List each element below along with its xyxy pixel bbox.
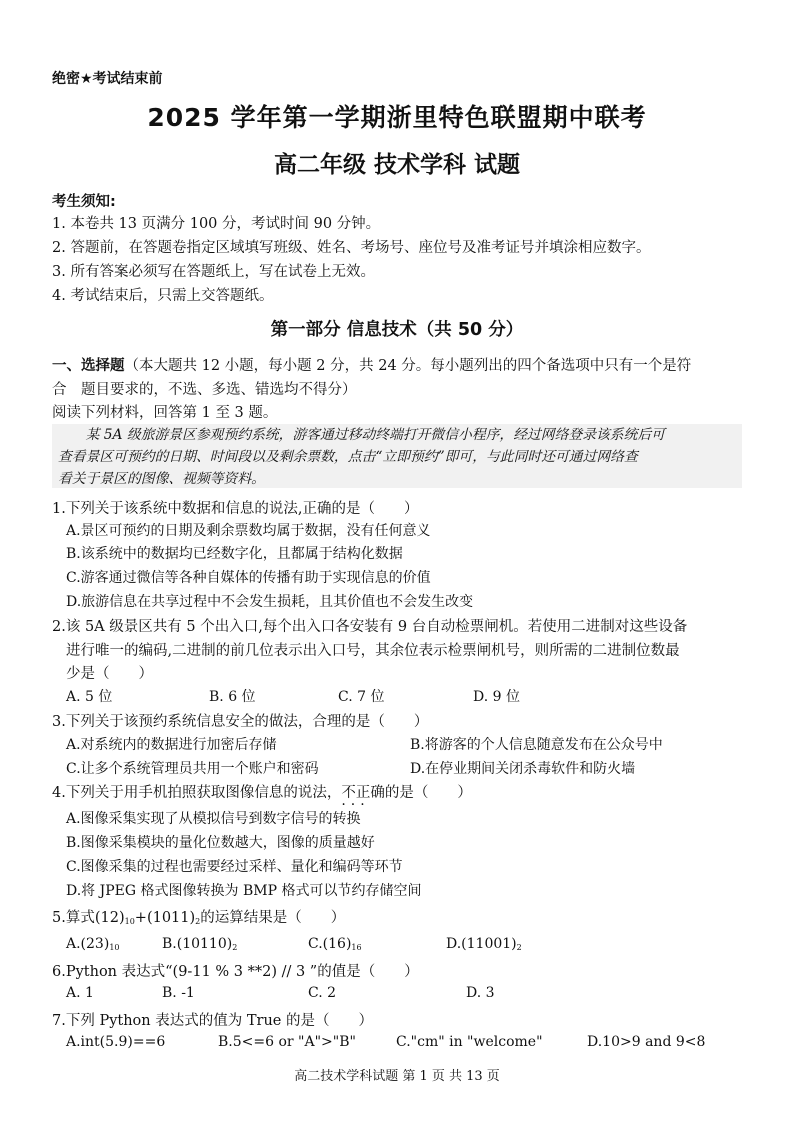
question-5-stem xyxy=(52,906,345,927)
question-4-option-a: A.图像采集实现了从模拟信号到数字信号的转换 xyxy=(66,811,361,827)
section-label: 一、选择题 xyxy=(52,358,125,374)
notice-item: 3. 所有答案必须写在答题纸上，写在试卷上无效。 xyxy=(52,264,375,280)
question-1-option-b: B.该系统中的数据均已经数字化，且都属于结构化数据 xyxy=(66,546,403,562)
reading-material xyxy=(52,424,742,488)
question-3-stem: 3.下列关于该预约系统信息安全的做法，合理的是（ ） xyxy=(52,714,429,730)
section-desc-cont: 合 题目要求的，不选、多选、错选均不得分） xyxy=(52,382,357,398)
question-3-option-c: C.让多个系统管理员共用一个账户和密码 xyxy=(66,761,319,777)
question-2-option-d: D. 9 位 xyxy=(473,689,520,705)
question-6-option-b: B. -1 xyxy=(162,985,195,1001)
question-4-option-b: B.图像采集模块的量化位数越大，图像的质量越好 xyxy=(66,835,375,851)
question-1-stem: 1.下列关于该系统中数据和信息的说法,正确的是（ ） xyxy=(52,501,419,517)
question-1-option-c: C.游客通过微信等各种自媒体的传播有助于实现信息的价值 xyxy=(66,570,431,586)
material-line: 查看景区可预约的日期、时间段以及剩余票数，点击“立即预约”即可，与此同时还可通过网络查 xyxy=(58,449,638,465)
section-desc: （本大题共 12 小题，每小题 2 分，共 24 分。每小题列出的四个备选项中只有一个是符 xyxy=(124,358,692,374)
base-subscript: 2 xyxy=(232,943,238,952)
question-2-option-c: C. 7 位 xyxy=(338,689,385,705)
question-1-option-d: D.旅游信息在共享过程中不会发生损耗，且其价值也不会发生改变 xyxy=(66,594,474,610)
question-6-option-c: C. 2 xyxy=(308,985,337,1001)
question-3-option-a: A.对系统内的数据进行加密后存储 xyxy=(66,737,277,753)
question-7-option-b: B.5<=6 or "A">"B" xyxy=(218,1034,356,1050)
question-5-option-b xyxy=(162,936,237,952)
question-6-option-d: D. 3 xyxy=(466,985,495,1001)
option-text: D.(11001) xyxy=(446,936,517,952)
stem-part: 5.算式(12) xyxy=(52,910,125,926)
base-subscript: 2 xyxy=(195,917,201,926)
question-2-option-a: A. 5 位 xyxy=(66,689,113,705)
part-title: 第一部分 信息技术（共 50 分） xyxy=(270,320,524,340)
question-7-stem: 7.下列 Python 表达式的值为 True 的是（ ） xyxy=(52,1013,373,1029)
question-2-stem: 2.该 5A 级景区共有 5 个出入口,每个出入口各安装有 9 台自动检票闸机。若使用二进制对这些设备 xyxy=(52,619,688,635)
notice-item: 2. 答题前，在答题卷指定区域填写班级、姓名、考场号、座位号及准考证号并填涂相应数字。 xyxy=(52,240,651,256)
question-3-option-b: B.将游客的个人信息随意发布在公众号中 xyxy=(410,737,663,753)
question-7-option-c: C."cm" in "welcome" xyxy=(396,1034,543,1050)
question-2-stem: 少是（ ） xyxy=(66,666,153,682)
question-2-option-b: B. 6 位 xyxy=(209,689,256,705)
stem-part: +(1011) xyxy=(134,910,196,926)
question-1-option-a: A.景区可预约的日期及剩余票数均属于数据，没有任何意义 xyxy=(66,523,431,539)
notice-item: 4. 考试结束后，只需上交答题纸。 xyxy=(52,288,274,304)
question-4-stem xyxy=(52,781,472,802)
question-5-option-c xyxy=(308,936,362,952)
secret-label: 绝密★考试结束前 xyxy=(52,71,163,87)
stem-part: 的运算结果是（ ） xyxy=(200,910,346,926)
option-text: C.(16) xyxy=(308,936,352,952)
question-5-option-d xyxy=(446,936,522,952)
question-4-stem-text: 4.下列关于用手机拍照获取图像信息的说法， xyxy=(52,785,342,801)
exam-title: 2025 学年第一学期浙里特色联盟期中联考 xyxy=(147,103,647,132)
reading-instruction: 阅读下列材料，回答第 1 至 3 题。 xyxy=(52,405,278,421)
question-7-option-a: A.int(5.9)==6 xyxy=(66,1034,166,1050)
page-footer: 高二技术学科试题 第 1 页 共 13 页 xyxy=(294,1069,500,1084)
base-subscript: 16 xyxy=(351,943,362,952)
option-text: B.(10110) xyxy=(162,936,233,952)
notice-item: 1. 本卷共 13 页满分 100 分，考试时间 90 分钟。 xyxy=(52,216,381,232)
emphasis-dots: 不正确 ··· xyxy=(341,785,385,801)
question-3-option-d: D.在停业期间关闭杀毒软件和防火墙 xyxy=(410,761,636,777)
question-4-option-c: C.图像采集的过程也需要经过采样、量化和编码等环节 xyxy=(66,859,403,875)
question-6-stem: 6.Python 表达式“(9-11 % 3 **2) // 3 ”的值是（ ） xyxy=(52,964,419,980)
material-line: 某 5A 级旅游景区参观预约系统，游客通过移动终端打开微信小程序，经过网络登录该系统后可 xyxy=(58,427,665,443)
question-2-stem: 进行唯一的编码,二进制的前几位表示出入口号，其余位表示检票闸机号，则所需的二进制位数最 xyxy=(66,643,680,659)
base-subscript: 2 xyxy=(516,943,522,952)
question-5-option-a xyxy=(66,936,120,952)
base-subscript: 10 xyxy=(109,943,120,952)
material-line: 看关于景区的图像、视频等资料。 xyxy=(58,471,265,487)
base-subscript: 10 xyxy=(124,917,135,926)
option-text: A.(23) xyxy=(66,936,110,952)
question-6-option-a: A. 1 xyxy=(66,985,94,1001)
question-4-stem-text: 的是（ ） xyxy=(384,785,472,801)
section-intro xyxy=(52,354,691,375)
question-7-option-d: D.10>9 and 9<8 xyxy=(587,1034,706,1050)
notice-heading: 考生须知: xyxy=(52,194,116,210)
question-4-option-d: D.将 JPEG 格式图像转换为 BMP 格式可以节约存储空间 xyxy=(66,883,422,899)
exam-subtitle: 高二年级 技术学科 试题 xyxy=(273,152,520,178)
